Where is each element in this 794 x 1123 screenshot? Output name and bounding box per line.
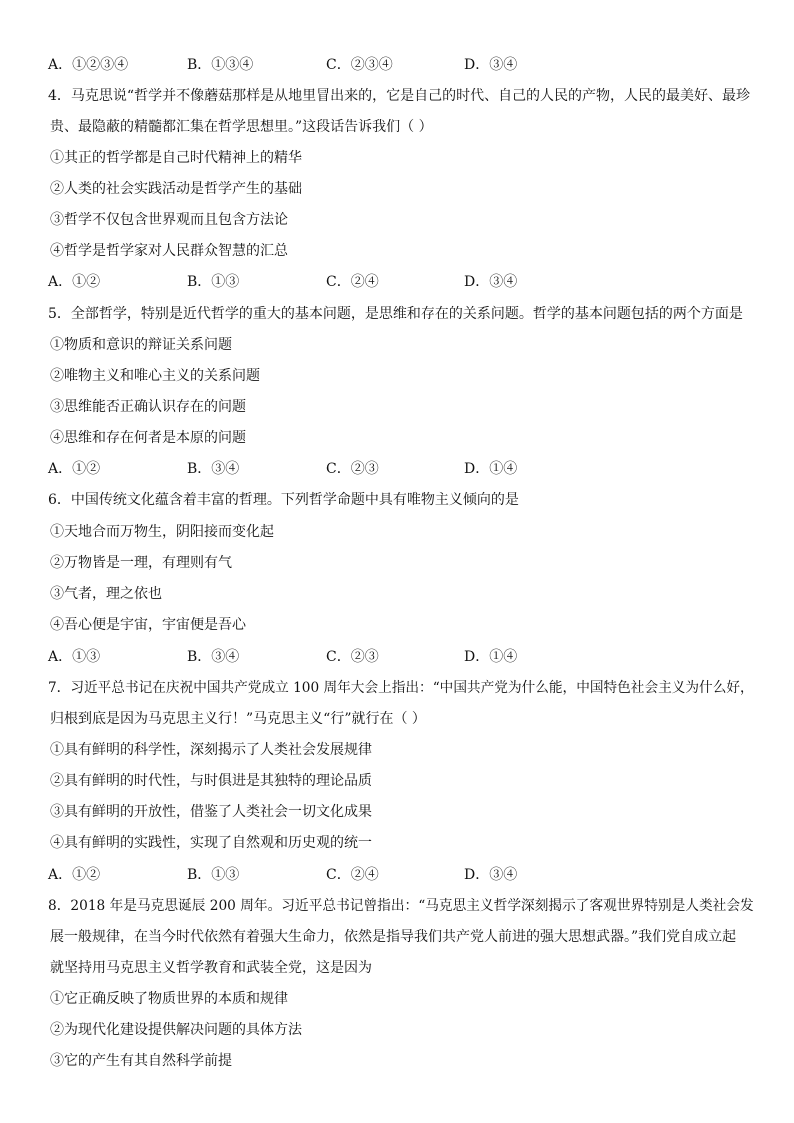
option-c[interactable]: C．②③ <box>326 649 379 665</box>
q5-options <box>0 459 794 479</box>
options-row <box>0 55 794 75</box>
option-c[interactable]: C．②④ <box>326 274 379 290</box>
option-b[interactable]: B．③④ <box>187 649 240 665</box>
q5-statement: ③思维能否正确认识存在的问题 <box>50 399 246 415</box>
option-a[interactable]: A．①③ <box>48 649 101 665</box>
option-d[interactable]: D．③④ <box>464 57 518 73</box>
option-b[interactable]: B．①③④ <box>187 57 254 73</box>
q5-statement: ②唯物主义和唯心主义的关系问题 <box>50 368 260 384</box>
option-d[interactable]: D．①④ <box>464 461 518 477</box>
q8-statement: ③它的产生有其自然科学前提 <box>50 1053 232 1069</box>
option-c[interactable]: C．②③ <box>326 461 379 477</box>
q8-stem-line: 展一般规律，在当今时代依然有着强大生命力，依然是指导我们共产党人前进的强大思想武器。”我们党自成立起 <box>50 929 737 945</box>
q7-statement: ④具有鲜明的实践性，实现了自然观和历史观的统一 <box>50 835 372 851</box>
option-b[interactable]: B．③④ <box>187 461 240 477</box>
q8-stem-line: 就坚持用马克思主义哲学教育和武装全党，这是因为 <box>50 960 372 976</box>
q8-statement: ①它正确反映了物质世界的本质和规律 <box>50 991 288 1007</box>
q4-statement: ①其正的哲学都是自己时代精神上的精华 <box>50 150 302 166</box>
q5-statement: ①物质和意识的辩证关系问题 <box>50 337 232 353</box>
option-a[interactable]: A．①② <box>48 867 101 883</box>
option-b[interactable]: B．①③ <box>187 274 240 290</box>
q8-statement: ②为现代化建设提供解决问题的具体方法 <box>50 1022 302 1038</box>
q7-stem-line: 归根到底是因为马克思主义行！”马克思主义“行”就行在（ ） <box>50 711 426 727</box>
q4-options <box>0 272 794 292</box>
option-b[interactable]: B．①③ <box>187 867 240 883</box>
option-a[interactable]: A．①② <box>48 461 101 477</box>
q6-statement: ②万物皆是一理，有理则有气 <box>50 555 232 571</box>
q4-stem-line: 贵、最隐蔽的精髓都汇集在哲学思想里。”这段话告诉我们（ ） <box>50 119 433 135</box>
q7-statement: ②具有鲜明的时代性，与时俱进是其独特的理论品质 <box>50 773 372 789</box>
option-d[interactable]: D．③④ <box>464 867 518 883</box>
q6-statement: ①天地合而万物生，阴阳接而变化起 <box>50 524 274 540</box>
option-d[interactable]: D．③④ <box>464 274 518 290</box>
q4-statement: ③哲学不仅包含世界观而且包含方法论 <box>50 212 288 228</box>
q5-statement: ④思维和存在何者是本原的问题 <box>50 430 246 446</box>
q4-stem-line: 4．马克思说“哲学并不像蘑菇那样是从地里冒出来的，它是自己的时代、自己的人民的产物，人民的最美好、最珍 <box>48 88 751 104</box>
q7-statement: ①具有鲜明的科学性，深刻揭示了人类社会发展规律 <box>50 742 372 758</box>
q4-statement: ②人类的社会实践活动是哲学产生的基础 <box>50 181 302 197</box>
q7-options <box>0 865 794 885</box>
option-c[interactable]: C．②④ <box>326 867 379 883</box>
q7-stem-line: 7．习近平总书记在庆祝中国共产党成立 100 周年大会上指出：“中国共产党为什么能，中国特色社会主义为什么好， <box>48 680 754 696</box>
q6-statement: ③气者，理之依也 <box>50 586 162 602</box>
q7-statement: ③具有鲜明的开放性，借鉴了人类社会一切文化成果 <box>50 804 372 820</box>
q4-statement: ④哲学是哲学家对人民群众智慧的汇总 <box>50 243 288 259</box>
option-d[interactable]: D．①④ <box>464 649 518 665</box>
q5-stem-line: 5．全部哲学，特别是近代哲学的重大的基本问题，是思维和存在的关系问题。哲学的基本问题包括的两个方面是 <box>48 306 743 322</box>
q8-stem-line: 8．2018 年是马克思诞辰 200 周年。习近平总书记曾指出：“马克思主义哲学深刻揭示了客观世界特别是人类社会发 <box>48 898 754 914</box>
q6-options <box>0 647 794 667</box>
option-c[interactable]: C．②③④ <box>326 57 393 73</box>
option-a[interactable]: A．①②③④ <box>48 57 129 73</box>
q6-statement: ④吾心便是宇宙，宇宙便是吾心 <box>50 617 246 633</box>
q6-stem-line: 6．中国传统文化蕴含着丰富的哲理。下列哲学命题中具有唯物主义倾向的是 <box>48 492 519 508</box>
option-a[interactable]: A．①② <box>48 274 101 290</box>
